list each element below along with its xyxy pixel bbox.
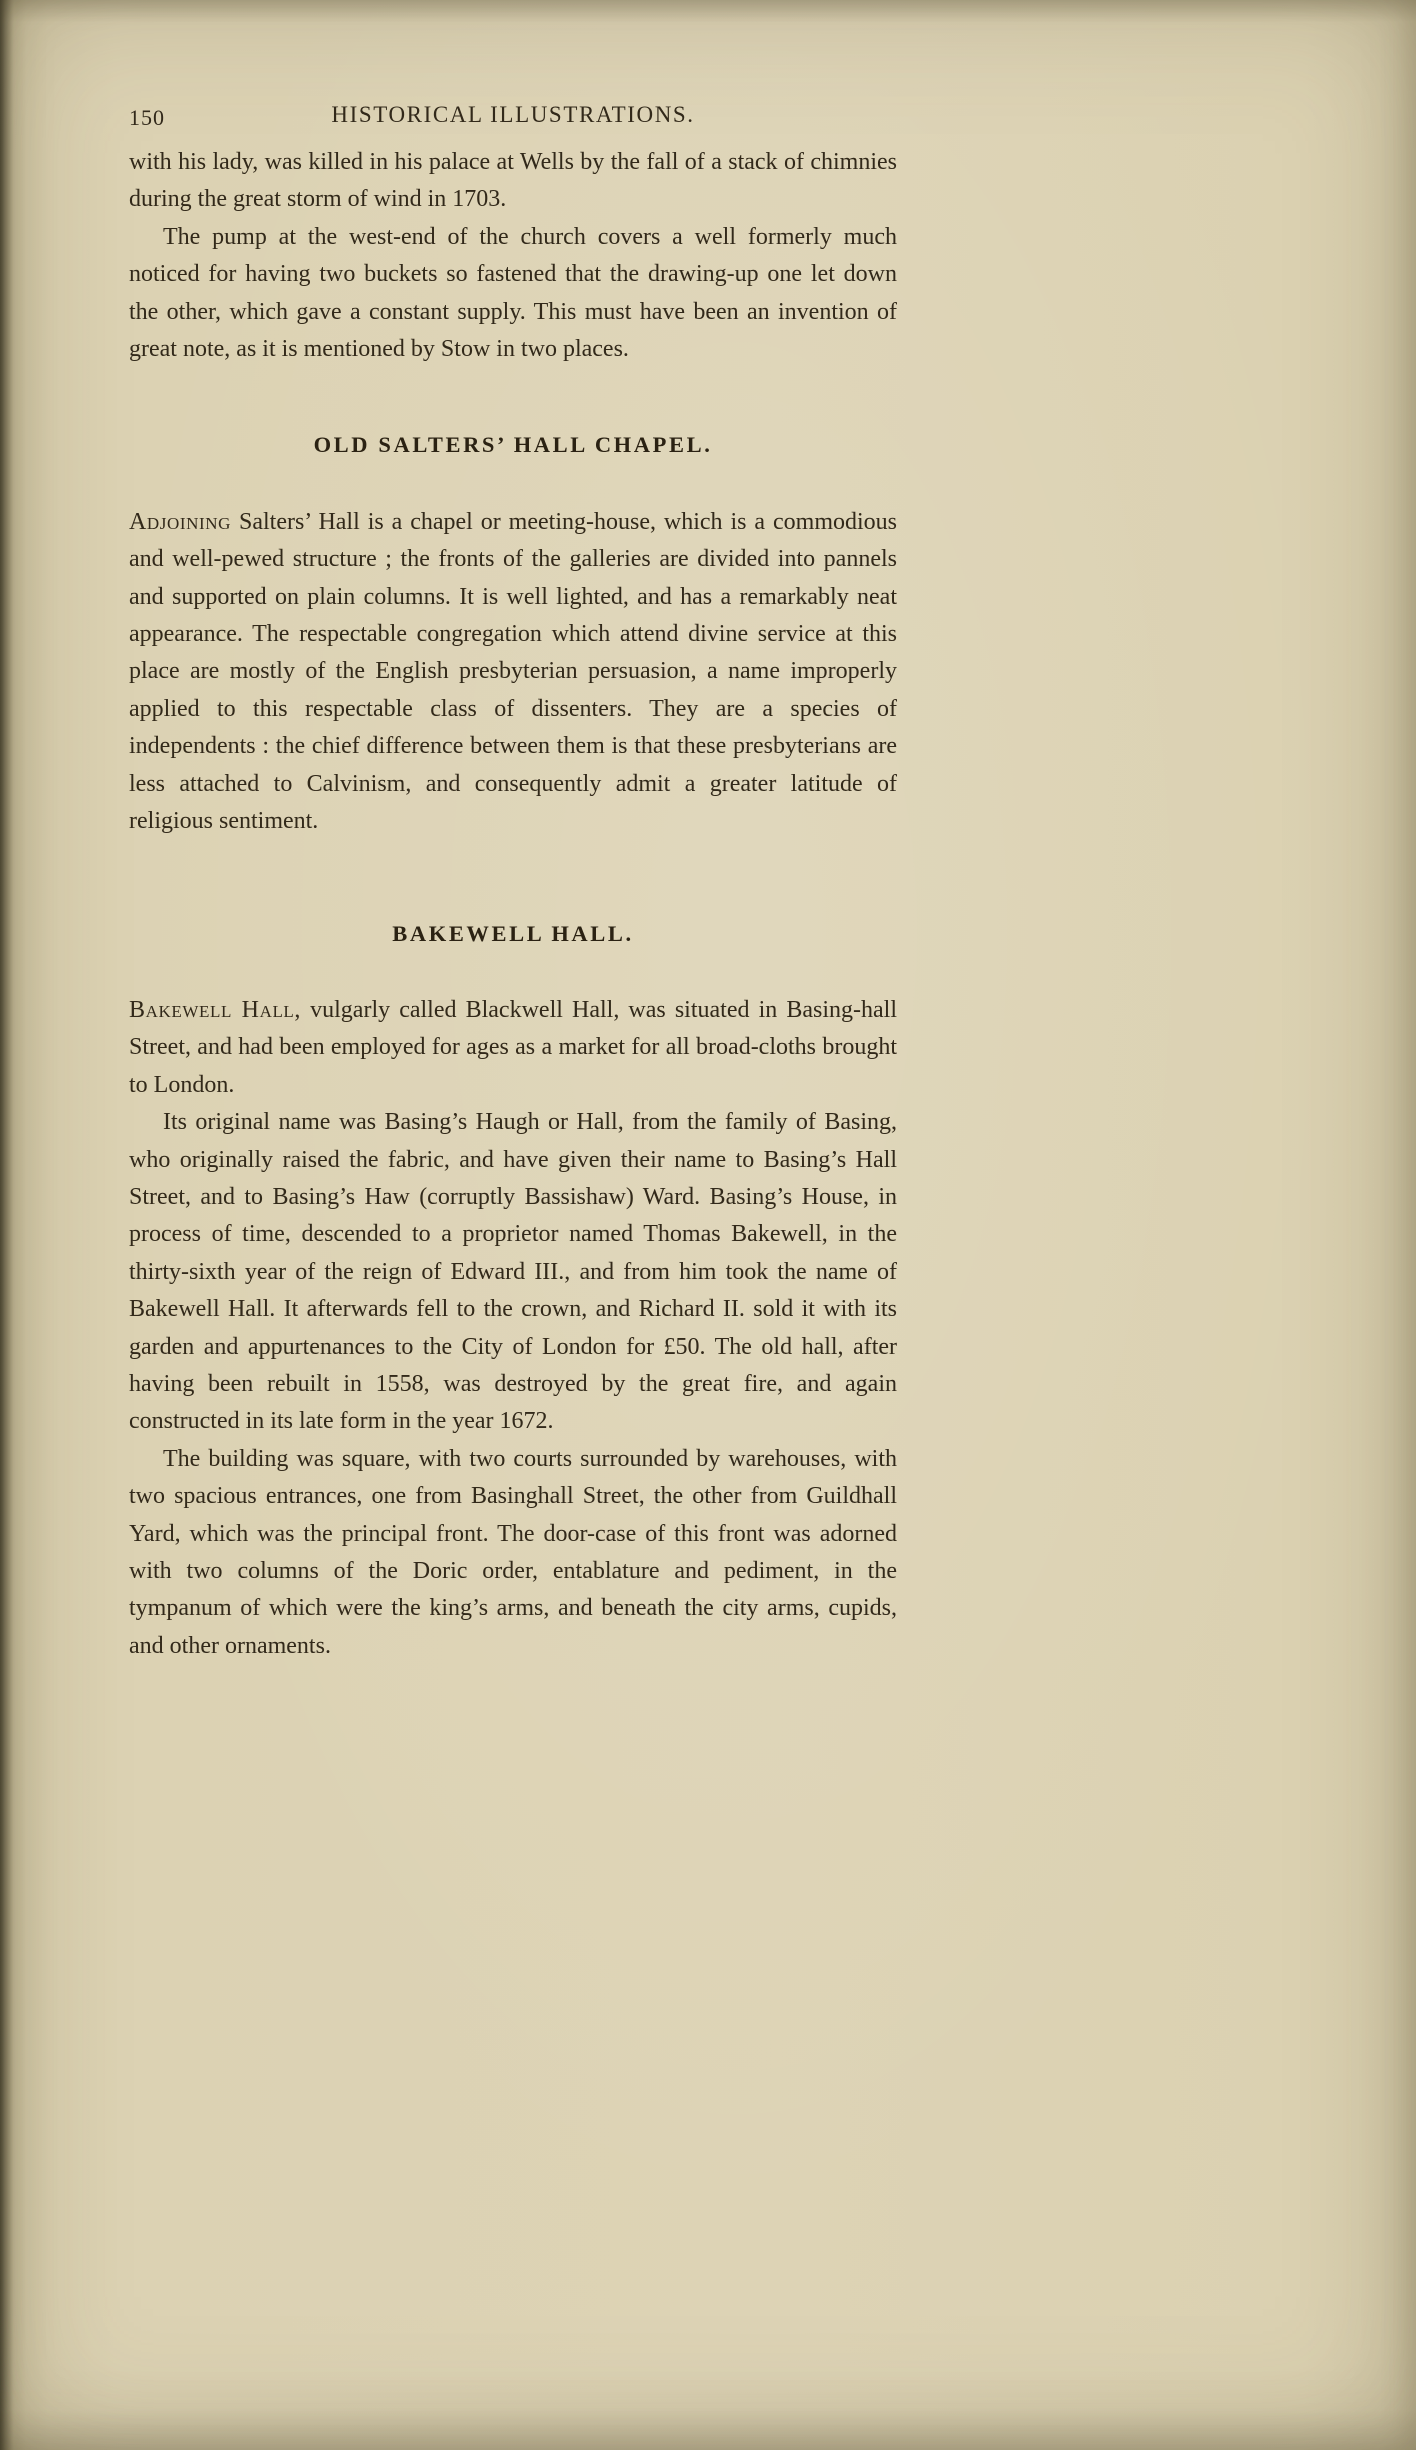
text-block — [129, 96, 897, 1665]
running-title: HISTORICAL ILLUSTRATIONS. — [331, 102, 695, 127]
paragraph-bakewell-history: Its original name was Basing’s Haugh or Hall, from the family of Basing, who originally raised the fabric, and have given their name to Basing’s Hall Street, and to Basing’s Haw (corruptly Bassishaw) Ward. Basing’s House, in process of time, descended to a proprietor named Thomas Bakewell, in the thirty-sixth year of the reign of Edward III., and from him took the name of Bakewell Hall. It afterwards fell to the crown, and Richard II. sold it with its garden and appurtenances to the City of London for £50. The old hall, after having been rebuilt in 1558, was destroyed by the great fire, and again constructed in its late form in the year 1672. — [129, 1109, 897, 1435]
paragraph-salters-chapel — [129, 504, 897, 841]
paragraph-lead-smallcaps: Adjoining — [129, 508, 232, 535]
paragraph-bakewell-intro — [129, 992, 897, 1104]
paragraph-lead-smallcaps: Bakewell Hall, — [129, 996, 302, 1023]
page-gutter-shadow — [0, 0, 14, 2450]
paragraph-continuation: with his lady, was killed in his palace at Wells by the fall of a stack of chimnies during the great storm of wind in 1703. — [129, 149, 897, 213]
paragraph-bakewell-building: The building was square, with two courts surrounded by warehouses, with two spacious entrances, one from Basinghall Street, the other from Guildhall Yard, which was the principal front. The door-case of this front was adorned with two columns of the Doric order, entablature and pediment, in the tympanum of which were the king’s arms, and beneath the city arms, cupids, and other ornaments. — [129, 1445, 897, 1659]
paragraph-pump: The pump at the west-end of the church covers a well formerly much noticed for having two buckets so fastened that the drawing-up one let down the other, which gave a constant supply. This must have been an invention of great note, as it is mentioned by Stow in two places. — [129, 223, 897, 363]
page-number: 150 — [129, 105, 165, 130]
paragraph-text: Salters’ Hall is a chapel or meeting-house, which is a commodious and well-pewed structure ; the fronts of the galleries are divided into pannels and supported on plain columns. It is well lighted, and has a remarkably neat appearance. The respectable congregation which attend divine service at this place are mostly of the English presbyterian persuasion, a name improperly applied to this respectable class of dissenters. They are a species of independents : the chief difference between them is that these presbyterians are less attached to Calvinism, and consequently admit a greater latitude of religious sentiment. — [129, 508, 897, 835]
section-heading-old-salters-hall-chapel: OLD SALTERS’ HALL CHAPEL. — [313, 432, 713, 458]
page-header — [129, 96, 897, 132]
section-heading-bakewell-hall: BAKEWELL HALL. — [392, 920, 634, 946]
paragraph-text: vulgarly called Blackwell Hall, was situated in Basing-hall Street, and had been employed for ages as a market for all broad-cloths brought to London. — [129, 996, 898, 1098]
